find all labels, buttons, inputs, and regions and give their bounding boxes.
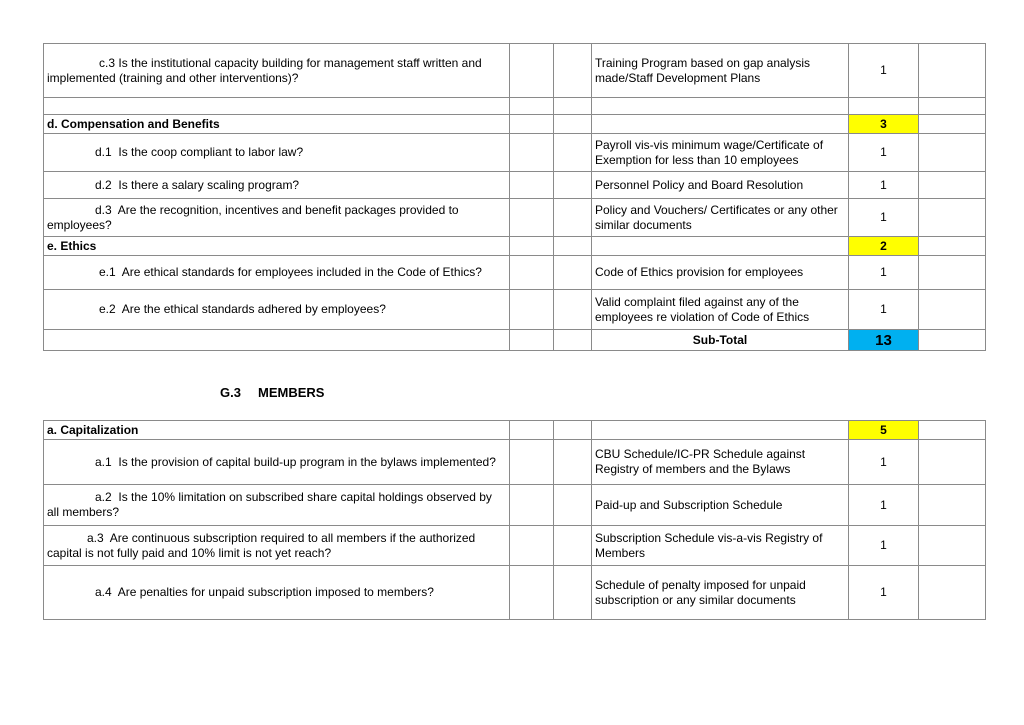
section-number: G.3 <box>220 385 241 400</box>
blank-cell <box>554 485 592 526</box>
blank-cell <box>554 172 592 199</box>
table-row <box>44 290 986 330</box>
question-cell <box>44 290 510 330</box>
item-code: d.3 <box>95 202 112 217</box>
blank-cell <box>510 290 554 330</box>
blank-cell <box>554 237 592 256</box>
blank-cell <box>554 115 592 134</box>
question-text: Is the coop compliant to labor law? <box>118 145 304 159</box>
table-row <box>44 256 986 290</box>
points-cell: 1 <box>849 485 919 526</box>
blank-cell <box>919 199 986 237</box>
blank-cell <box>919 566 986 620</box>
points-cell: 1 <box>849 134 919 172</box>
blank-cell <box>919 485 986 526</box>
blank-cell <box>554 134 592 172</box>
blank-cell <box>510 421 554 440</box>
points-cell: 1 <box>849 566 919 620</box>
blank-cell <box>919 134 986 172</box>
evidence-cell: Valid complaint filed against any of the employees re violation of Code of Ethics <box>592 290 849 330</box>
blank-cell <box>592 98 849 115</box>
blank-cell <box>510 566 554 620</box>
table-row <box>44 566 986 620</box>
blank-cell <box>510 330 554 351</box>
item-code: c.3 <box>99 55 116 70</box>
question-text: Are ethical standards for employees included in the Code of Ethics? <box>121 265 482 279</box>
blank-cell <box>510 485 554 526</box>
evidence-cell: Training Program based on gap analysis made/Staff Development Plans <box>592 44 849 98</box>
points-cell: 1 <box>849 256 919 290</box>
blank-cell <box>510 134 554 172</box>
question-text: Are the ethical standards adhered by employees? <box>121 302 386 316</box>
blank-cell <box>510 256 554 290</box>
blank-cell <box>919 290 986 330</box>
blank-cell <box>919 115 986 134</box>
question-text: Are continuous subscription required to all members if the authorized capital is not fully paid and 10% limit is not yet reach? <box>47 530 476 560</box>
evidence-cell: Code of Ethics provision for employees <box>592 256 849 290</box>
question-text: Is the 10% limitation on subscribed share capital holdings observed by all members? <box>47 490 492 519</box>
blank-cell <box>510 172 554 199</box>
blank-cell <box>919 44 986 98</box>
blank-cell <box>510 44 554 98</box>
evidence-cell: Paid-up and Subscription Schedule <box>592 485 849 526</box>
table-row <box>44 44 986 98</box>
item-code: a.3 <box>87 530 104 545</box>
blank-cell <box>592 237 849 256</box>
question-cell <box>44 44 510 98</box>
table-row <box>44 421 986 440</box>
question-cell <box>44 566 510 620</box>
blank-cell <box>510 199 554 237</box>
subtotal-value: 13 <box>849 330 919 351</box>
blank-cell <box>554 440 592 485</box>
question-text: Are the recognition, incentives and benefit packages provided to employees? <box>47 202 459 232</box>
blank-cell <box>919 330 986 351</box>
question-cell <box>44 440 510 485</box>
blank-cell <box>919 526 986 566</box>
table-row <box>44 485 986 526</box>
blank-cell <box>592 115 849 134</box>
blank-cell <box>510 526 554 566</box>
section-title: MEMBERS <box>258 385 325 400</box>
blank-cell <box>510 440 554 485</box>
checklist-table-lower <box>43 420 986 620</box>
section-header-e: e. Ethics <box>44 237 510 256</box>
evidence-cell: Schedule of penalty imposed for unpaid subscription or any similar documents <box>592 566 849 620</box>
points-cell: 1 <box>849 172 919 199</box>
question-cell <box>44 256 510 290</box>
evidence-cell: Personnel Policy and Board Resolution <box>592 172 849 199</box>
checklist-table-upper <box>43 43 986 351</box>
blank-cell <box>554 199 592 237</box>
points-cell: 1 <box>849 199 919 237</box>
table-row <box>44 440 986 485</box>
points-cell: 1 <box>849 44 919 98</box>
table-row <box>44 98 986 115</box>
subtotal-label: Sub-Total <box>592 330 849 351</box>
blank-cell <box>554 98 592 115</box>
question-text: Is the provision of capital build-up program in the bylaws implemented? <box>118 454 496 469</box>
item-code: d.2 <box>95 177 112 192</box>
item-code: e.1 <box>99 265 116 279</box>
blank-cell <box>554 421 592 440</box>
table-row <box>44 199 986 237</box>
section-points-d: 3 <box>849 115 919 134</box>
question-text: Is there a salary scaling program? <box>118 177 300 192</box>
blank-cell <box>919 98 986 115</box>
question-text: Are penalties for unpaid subscription imposed to members? <box>117 585 434 599</box>
blank-cell <box>44 330 510 351</box>
evidence-cell: Subscription Schedule vis-a-vis Registry of Members <box>592 526 849 566</box>
blank-cell <box>919 237 986 256</box>
section-points-a: 5 <box>849 421 919 440</box>
table-row <box>44 330 986 351</box>
points-cell: 1 <box>849 440 919 485</box>
item-code: d.1 <box>95 145 112 159</box>
section-points-e: 2 <box>849 237 919 256</box>
blank-cell <box>849 98 919 115</box>
blank-cell <box>554 44 592 98</box>
evidence-cell: Payroll vis-vis minimum wage/Certificate of Exemption for less than 10 employees <box>592 134 849 172</box>
blank-cell <box>919 421 986 440</box>
blank-cell <box>919 172 986 199</box>
table-row <box>44 526 986 566</box>
question-text: Is the institutional capacity building for management staff written and implemented (training and other interventions)? <box>47 55 482 85</box>
section-heading <box>220 385 324 400</box>
blank-cell <box>510 98 554 115</box>
blank-cell <box>510 237 554 256</box>
blank-cell <box>592 421 849 440</box>
blank-cell <box>554 566 592 620</box>
blank-cell <box>554 526 592 566</box>
item-code: a.1 <box>95 454 112 469</box>
blank-cell <box>44 98 510 115</box>
table-row <box>44 237 986 256</box>
table-row <box>44 134 986 172</box>
points-cell: 1 <box>849 526 919 566</box>
blank-cell <box>554 256 592 290</box>
blank-cell <box>919 440 986 485</box>
question-cell <box>44 134 510 172</box>
table-row <box>44 172 986 199</box>
evidence-cell: Policy and Vouchers/ Certificates or any other similar documents <box>592 199 849 237</box>
question-cell <box>44 199 510 237</box>
blank-cell <box>554 330 592 351</box>
question-cell <box>44 172 510 199</box>
section-header-d: d. Compensation and Benefits <box>44 115 510 134</box>
blank-cell <box>510 115 554 134</box>
blank-cell <box>919 256 986 290</box>
points-cell: 1 <box>849 290 919 330</box>
question-cell <box>44 485 510 526</box>
section-header-a: a. Capitalization <box>44 421 510 440</box>
blank-cell <box>554 290 592 330</box>
table-row <box>44 115 986 134</box>
item-code: a.4 <box>95 585 112 599</box>
item-code: e.2 <box>99 302 116 316</box>
evidence-cell: CBU Schedule/IC-PR Schedule against Registry of members and the Bylaws <box>592 440 849 485</box>
question-cell <box>44 526 510 566</box>
item-code: a.2 <box>95 490 112 504</box>
